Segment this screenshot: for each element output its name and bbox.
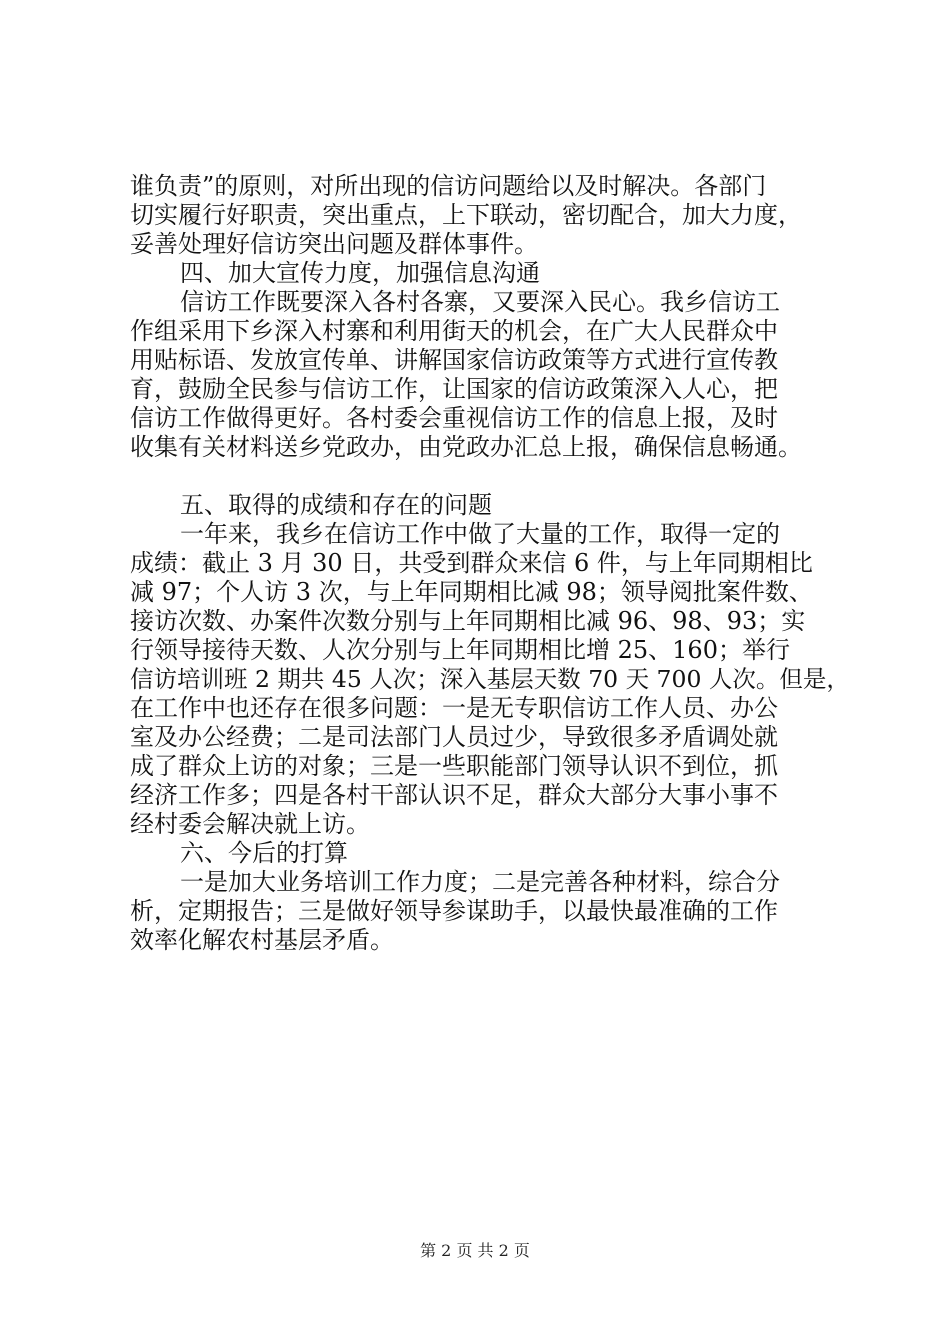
text-line: 析，定期报告；三是做好领导参谋助手，以最快最准确的工作 bbox=[130, 897, 778, 925]
text-line: 收集有关材料送乡党政办，由党政办汇总上报，确保信息畅通。 bbox=[130, 433, 802, 461]
paragraph-principle bbox=[130, 172, 850, 259]
text-line: 一年来，我乡在信访工作中做了大量的工作，取得一定的 bbox=[180, 520, 780, 548]
page-footer bbox=[0, 1241, 950, 1261]
text-line: 一是加大业务培训工作力度；二是完善各种材料，综合分 bbox=[180, 868, 780, 896]
text-line: 经济工作多；四是各村干部认识不足，群众大部分大事小事不 bbox=[130, 781, 778, 809]
text-line: 妥善处理好信访突出问题及群体事件。 bbox=[130, 230, 538, 258]
text-line: 成绩：截止 3 月 30 日，共受到群众来信 6 件，与上年同期相比 bbox=[130, 549, 813, 577]
blank-line bbox=[130, 462, 850, 491]
section-heading-5: 五、取得的成绩和存在的问题 bbox=[180, 491, 492, 519]
text-line: 切实履行好职责，突出重点，上下联动，密切配合，加大力度， bbox=[130, 201, 802, 229]
text-line: 信访工作既要深入各村各寨，又要深入民心。我乡信访工 bbox=[180, 288, 780, 316]
page-number: 第 2 页 共 2 页 bbox=[420, 1241, 530, 1260]
text-line: 信访培训班 2 期共 45 人次；深入基层天数 70 天 700 人次。但是， bbox=[130, 665, 850, 693]
text-line: 室及办公经费；二是司法部门人员过少，导致很多矛盾调处就 bbox=[130, 723, 778, 751]
text-line: 谁负责”的原则，对所出现的信访问题给以及时解决。各部门 bbox=[130, 172, 767, 200]
paragraph-achievements bbox=[130, 520, 850, 839]
paragraph-plans bbox=[130, 868, 850, 955]
text-line: 减 97；个人访 3 次，与上年同期相比减 98；领导阅批案件数、 bbox=[130, 578, 813, 606]
section-heading-6: 六、今后的打算 bbox=[180, 839, 348, 867]
text-line: 经村委会解决就上访。 bbox=[130, 810, 370, 838]
document-body bbox=[130, 172, 850, 955]
text-line: 用贴标语、发放宣传单、讲解国家信访政策等方式进行宣传教 bbox=[130, 346, 778, 374]
text-line: 效率化解农村基层矛盾。 bbox=[130, 926, 394, 954]
text-line: 育，鼓励全民参与信访工作，让国家的信访政策深入人心，把 bbox=[130, 375, 778, 403]
paragraph-publicity bbox=[130, 288, 850, 462]
text-line: 作组采用下乡深入村寨和利用街天的机会，在广大人民群众中 bbox=[130, 317, 778, 345]
text-line: 成了群众上访的对象；三是一些职能部门领导认识不到位，抓 bbox=[130, 752, 778, 780]
text-line: 信访工作做得更好。各村委会重视信访工作的信息上报，及时 bbox=[130, 404, 778, 432]
text-line: 在工作中也还存在很多问题：一是无专职信访工作人员、办公 bbox=[130, 694, 778, 722]
section-heading-4: 四、加大宣传力度，加强信息沟通 bbox=[180, 259, 540, 287]
text-line: 行领导接待天数、人次分别与上年同期相比增 25、160；举行 bbox=[130, 636, 790, 664]
text-line: 接访次数、办案件次数分别与上年同期相比减 96、98、93；实 bbox=[130, 607, 806, 635]
